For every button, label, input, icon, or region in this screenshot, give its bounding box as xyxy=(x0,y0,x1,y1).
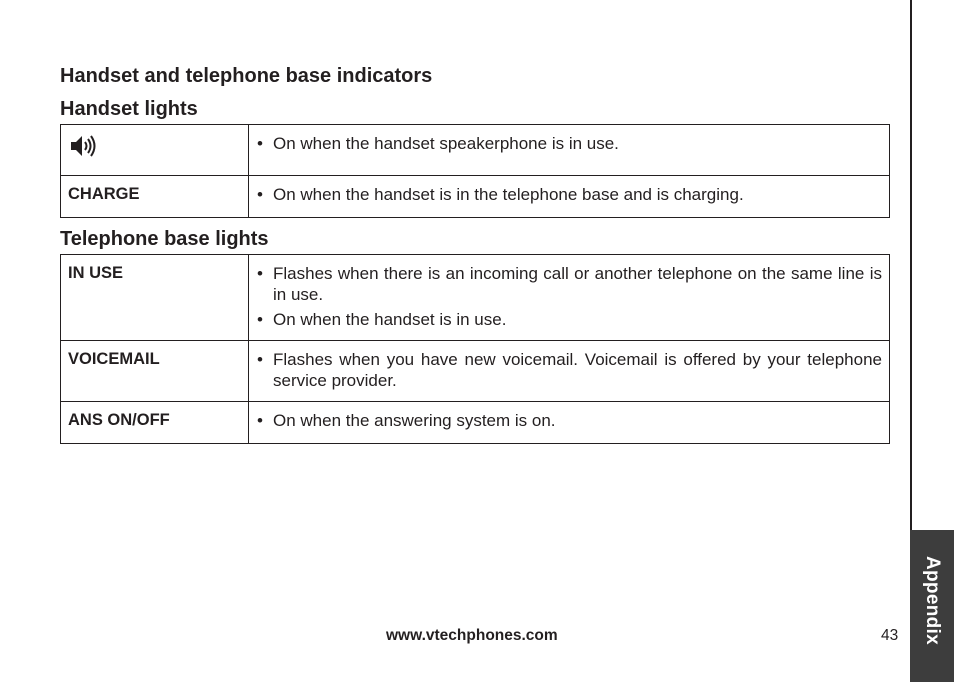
base-lights-table xyxy=(60,254,890,444)
row-label: CHARGE xyxy=(61,176,249,218)
table-row xyxy=(61,125,890,176)
handset-lights-table xyxy=(60,124,890,218)
row-label: ANS ON/OFF xyxy=(61,402,249,444)
table-row xyxy=(61,341,890,402)
table-row xyxy=(61,176,890,218)
row-description xyxy=(249,341,890,402)
row-description xyxy=(249,125,890,176)
side-rule xyxy=(910,0,912,530)
appendix-tab xyxy=(910,530,954,682)
list-item: • On when the handset is in use. xyxy=(256,309,882,330)
row-description xyxy=(249,176,890,218)
row-label xyxy=(61,125,249,176)
appendix-tab-label: Appendix xyxy=(922,556,943,645)
list-item: • On when the answering system is on. xyxy=(256,410,882,431)
list-item: • On when the handset speakerphone is in use. xyxy=(256,133,882,154)
page-number: 43 xyxy=(881,627,899,644)
footer-url: www.vtechphones.com xyxy=(386,627,558,644)
handset-lights-title: Handset lights xyxy=(60,98,198,120)
row-label: VOICEMAIL xyxy=(61,341,249,402)
table-row xyxy=(61,402,890,444)
base-lights-title: Telephone base lights xyxy=(60,228,269,250)
row-description xyxy=(249,402,890,444)
table-row xyxy=(61,255,890,341)
speakerphone-icon xyxy=(68,133,98,159)
list-item: • Flashes when you have new voicemail. Voicemail is offered by your telephone service provider. xyxy=(256,349,882,391)
row-description xyxy=(249,255,890,341)
page-heading: Handset and telephone base indicators xyxy=(60,65,433,87)
list-item: • Flashes when there is an incoming call or another telephone on the same line is in use. xyxy=(256,263,882,305)
list-item: • On when the handset is in the telephone base and is charging. xyxy=(256,184,882,205)
row-label: IN USE xyxy=(61,255,249,341)
